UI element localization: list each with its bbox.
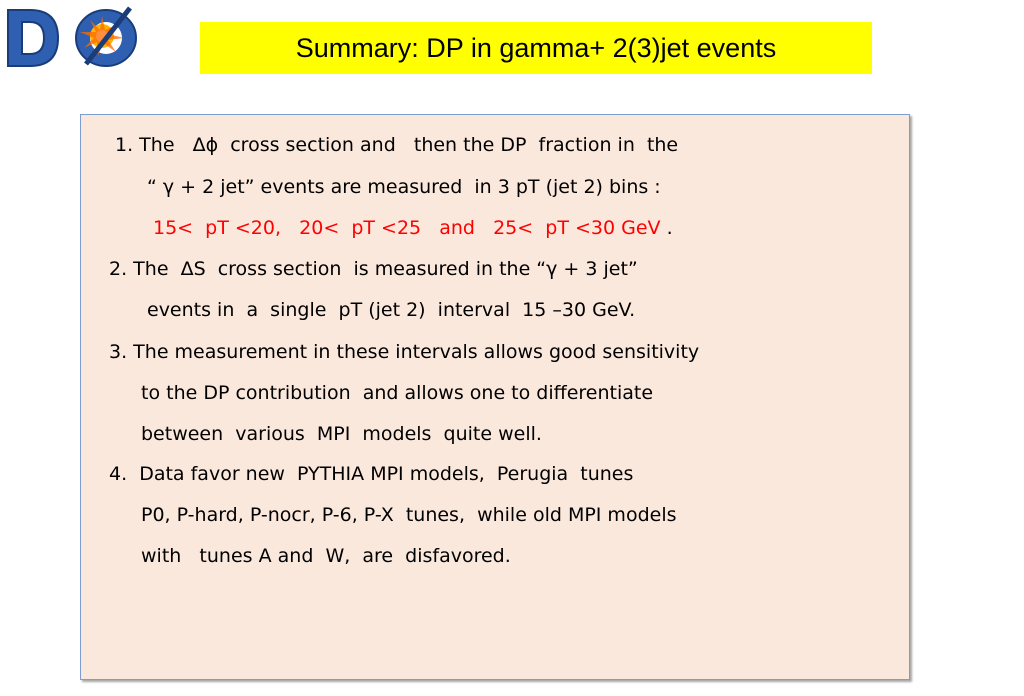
summary-box (80, 114, 910, 680)
summary-line-4: 2. The ΔS cross section is measured in the “γ + 3 jet” (109, 258, 638, 280)
pt-bins-period: . (660, 217, 673, 239)
d0-logo (2, 2, 150, 70)
pt-bins-highlight: 15< pT <20, 20< pT <25 and 25< pT <30 GeV (153, 217, 661, 239)
slide-title: Summary: DP in gamma+ 2(3)jet events (295, 32, 777, 63)
summary-line-2: “ γ + 2 jet” events are measured in 3 pT (jet 2) bins : (147, 176, 661, 198)
title-banner (200, 22, 872, 74)
summary-line-5: events in a single pT (jet 2) interval 15 –30 GeV. (147, 299, 636, 321)
summary-line-3 (153, 216, 673, 240)
summary-line-9: 4. Data favor new PYTHIA MPI models, Perugia tunes (109, 463, 634, 485)
summary-line-11: with tunes A and W, are disfavored. (141, 545, 511, 567)
summary-line-8: between various MPI models quite well. (141, 423, 542, 445)
summary-line-10: P0, P-hard, P-nocr, P-6, P-X tunes, while old MPI models (141, 504, 677, 526)
summary-line-1: 1. The Δϕ cross section and then the DP fraction in the (115, 134, 679, 156)
summary-line-7: to the DP contribution and allows one to differentiate (141, 382, 654, 404)
summary-line-6: 3. The measurement in these intervals allows good sensitivity (109, 341, 700, 363)
